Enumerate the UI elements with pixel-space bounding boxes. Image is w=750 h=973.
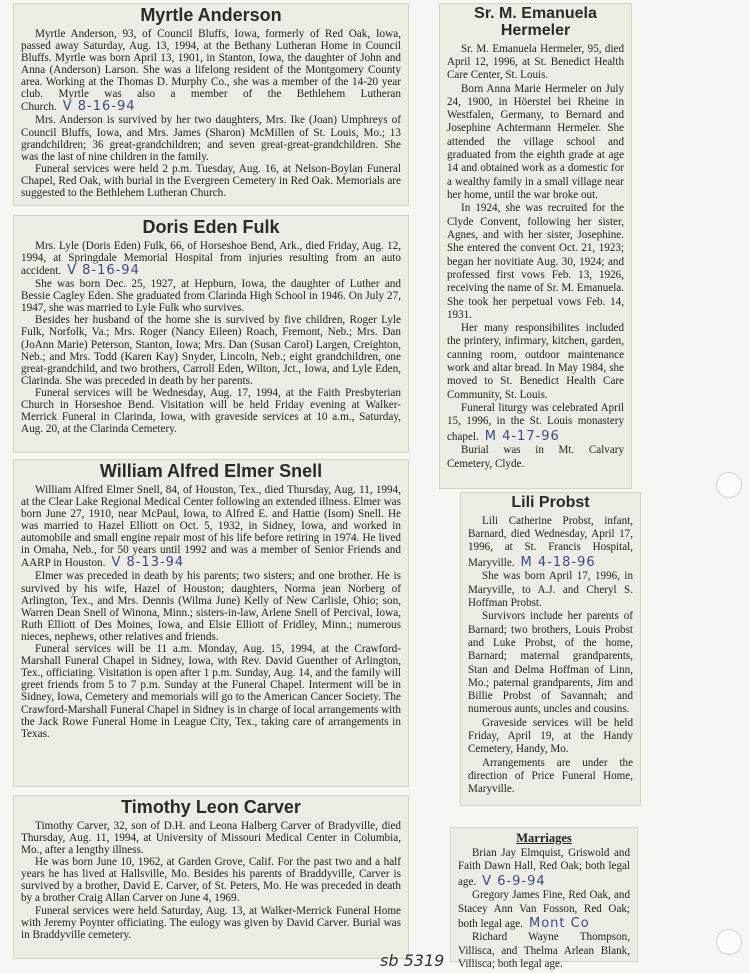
obituary-emanuela-hermeler [439, 3, 632, 489]
binder-hole [716, 472, 742, 498]
obituary-paragraph: Sr. M. Emanuela Hermeler, 95, died April 12, 1996, at St. Benedict Health Care Center, St. Louis. [447, 42, 624, 82]
marriages-notice [450, 827, 638, 971]
marriage-entry: Brian Jay Elmquist, Griswold and Faith Dawn Hall, Red Oak; both legal age. V 6-9-94 [458, 847, 630, 889]
obituary-paragraph: He was born June 10, 1962, at Garden Grove, Calif. For the past two and a half years he has lived at Hallsville, Mo. Besides his parents of Braddyville, Carver is survived by a brother, David E. Carver, of St. Peters, Mo. He was preceded in death by a brother Craig Allan Carver on June 4, 1969. [21, 856, 401, 905]
handwritten-date-note: V 8-16-94 [62, 99, 136, 115]
obituary-paragraph: In 1924, she was recruited for the Clyde Convent, following her sister, Agnes, and with her sister, Josephine. She entered the convent Oct. 21, 1923; began her novitiate Aug. 30, 1924; and professed first vows Feb. 13, 1926, receiving the name of Sr. M. Emanuela. She took her perpetual vows Feb. 14, 1931. [447, 202, 624, 321]
obituary-paragraph: Born Anna Marie Hermeler on July 24, 1900, in Höerstel bei Rheine in Westfalen, Germany, to Bernard and Josephine Achtermann Hermeler. She attended the village school and graduated from the eighth grade at age 14 and obtained work as a domestic for a wealthy family in a small village near her home, until the war broke out. [447, 82, 624, 202]
obituary-lili-probst [460, 492, 641, 806]
obituary-paragraph: She was born Dec. 25, 1927, at Hepburn, Iowa, the daughter of Luther and Bessie Cagley Eden. She graduated from Clarinda High School in 1946. On July 27, 1947, she was married to Lyle Fulk who survives. [21, 278, 401, 315]
obituary-title: Doris Eden Fulk [142, 217, 280, 237]
handwritten-date-note: V 8-13-94 [111, 555, 185, 571]
obituary-timothy-carver [13, 795, 409, 959]
title-line: Sr. M. Emanuela [474, 5, 597, 22]
obituary-paragraph: Burial was in Mt. Calvary Cemetery, Clyde. [447, 444, 624, 470]
obituary-paragraph: Her many responsibilites included the printery, infirmary, kitchen, garden, canning room, outdoor maintenance work and altar bread. In May 1984, she moved to St. Benedict Health Care Community, St. Louis. [447, 322, 624, 401]
obituary-paragraph: Funeral services will be 11 a.m. Monday, Aug. 15, 1994, at the Crawford-Marshall Funeral Chapel in Sidney, Iowa, with Rev. David Guenther of Arlington, Tex., officiating. Visitation is open after 1 p.m. Sunday, Aug. 14, and the family will greet friends from 5 to 7 p.m. Sunday at the Funeral Chapel. Interment will be in Sidney, Iowa, Cemetery and memorials will go to the American Cancer Society. The Crawford-Marshall Funeral Chapel in Sidney is in charge of local arrangements with the Jack Rowe Funeral Home in League City, Tex., taking care of arrangements in Texas. [21, 643, 401, 740]
obituary-paragraph: William Alfred Elmer Snell, 84, of Houston, Tex., died Thursday, Aug. 11, 1994, at the Clear Lake Regional Medical Center following an extended illness. Elmer was born June 27, 1910, near McPaul, Iowa, to Alfred E. and Hattie (Isom) Snell. He was married to Hazel Elliott on Oct. 5, 1932, in Sidney, Iowa, and worked in automobile and small engine repair most of his life before retiring in 1974. He lived in Omaha, Neb., for 50 years until 1992 and was a member of Senior Friends and AARP in Houston. V 8-13-94 [21, 483, 401, 571]
obituary-doris-eden-fulk [13, 215, 409, 453]
obituary-paragraph: Survivors include her parents of Barnard; two brothers, Louis Probst and Luke Probst, of the home, Barnard; maternal grandparents, Stan and Delma Hoffman of Linn, Mo.; paternal grandparents, Jim and Billie Probst of Savannah; and numerous aunts, uncles and cousins. [468, 610, 633, 716]
obituary-paragraph: Funeral services will be Wednesday, Aug. 17, 1994, at the Faith Presbyterian Church in Horseshoe Bend. Visitation will be held Friday evening at Walker-Merrick Funeral in Clarinda, Iowa, with graveside services at 10 a.m., Saturday, Aug. 20, at the Clarinda Cemetery. [21, 386, 401, 436]
obituary-paragraph: Besides her husband of the home she is survived by five children, Roger Lyle Fulk, Norfolk, Va.; Mrs. Roger (Nancy Eileen) Roach, Fremont, Neb.; Mrs. Dan (JoAnn Marie) Peterson, Stanton, Iowa; Mrs. Dan (Susan Carol) Largen, Creighton, Neb.; and Mrs. Todd (Karen Kay) Snyder, Lincoln, Neb.; eight grandchildren, one great-grandchild, and two brothers, Carroll Eden, Wilton, Jct., Iowa, and Lyle Eden, Clarinda. She was preceded in death by her parents. [21, 314, 401, 387]
obituary-paragraph: Mrs. Anderson is survived by her two daughters, Mrs. Ike (Joan) Umphreys of Council Bluffs, Iowa, and Mrs. James (Sharon) McMillen of St. Louis, Mo.; 13 grandchildren; 36 great-grandchildren; and seven great-great-grandchildren. She was the last of nine children in the family. [21, 114, 401, 163]
obituary-paragraph: Lili Catherine Probst, infant, Barnard, died Wednesday, April 17, 1996, at St. Francis Hospital, Maryville. M 4-18-96 [468, 514, 633, 570]
obituary-paragraph: Funeral services were held 2 p.m. Tuesday, Aug. 16, at Nelson-Boylan Funeral Chapel, Red Oak, with burial in the Evergreen Cemetery in Red Oak. Memorials are suggested to the Bethlehem Lutheran Church. [21, 162, 401, 200]
handwritten-note: Mont Co [529, 915, 590, 931]
obituary-paragraph: Elmer was preceded in death by his parents; two sisters; and one brother. He is survived by his wife, Hazel of Houston; daughters, Norma jean Norberg of Arlington, Tex., and Mrs. Dennis (Wilma June) Kelly of New Carlisle, Ohio; son, Warren Dean Snell of Winona, Minn.; sisters-in-law, Arlene Snell of Percival, Iowa, Ruth Elliott of Des Moines, Iowa, and Elsie Elliott of Fridley, Minn.; numerous nieces, nephews, other relatives and friends. [21, 570, 401, 643]
obituary-paragraph: She was born April 17, 1996, in Maryville, to A.J. and Cheryl S. Hoffman Probst. [468, 570, 633, 609]
obituary-paragraph: Graveside services will be held Friday, April 19, at the Handy Cemetery, Handy, Mo. [468, 716, 633, 756]
marriages-title: Marriages [516, 831, 572, 845]
obituary-title: Myrtle Anderson [140, 5, 282, 25]
page-code: sb 5319 [380, 951, 445, 970]
title-line: Hermeler [500, 21, 571, 39]
handwritten-date-note: V 8-16-94 [67, 263, 140, 279]
obituary-paragraph: Funeral liturgy was celebrated April 15, 1996, in the St. Louis monastery chapel. M 4-17-96 [447, 402, 624, 444]
obituary-title: William Alfred Elmer Snell [99, 461, 323, 481]
marriage-entry: Richard Wayne Thompson, Villisca, and Thelma Arlean Blank, Villisca; both legal age. [458, 931, 630, 971]
handwritten-date-note: M 4-17-96 [484, 428, 560, 444]
obituary-paragraph: Mrs. Lyle (Doris Eden) Fulk, 66, of Horseshoe Bend, Ark., died Friday, Aug. 12, 1994, at Springdale Memorial Hospital from injuries resulting from an auto accident. V 8-16-94 [21, 239, 401, 279]
obituary-paragraph: Arrangements are under the direction of Price Funeral Home, Maryville. [468, 756, 633, 796]
obituary-paragraph: Timothy Carver, 32, son of D.H. and Leona Halberg Carver of Bradyville, died Thursday, Aug. 11, 1994, at University of Missouri Medical Center in Columbia, Mo., after a lengthy illness. [21, 819, 401, 857]
marriage-entry: Gregory James Fine, Red Oak, and Stacey Ann Van Fosson, Red Oak; both legal age. Mont Co [458, 889, 630, 931]
obituary-myrtle-anderson [13, 3, 409, 206]
handwritten-date-note: V 6-9-94 [482, 873, 546, 889]
obituary-paragraph: Myrtle Anderson, 93, of Council Bluffs, Iowa, formerly of Red Oak, Iowa, passed away Saturday, Aug. 13, 1994, at the Bethany Lutheran Home in Council Bluffs. Myrtle was born April 13, 1901, in Stanton, Iowa, the daughter of John and Anna (Anderson) Larson. She was a lifelong resident of the Montgomery County area. Working at the Thomas D. Murphy Co., she was a member of the 14-20 year club. Myrtle was also a member of the Bethlehem Lutheran Church. V 8-16-94 [21, 27, 401, 115]
binder-hole [716, 929, 742, 955]
obituary-title: Timothy Leon Carver [121, 797, 301, 817]
obituary-title [447, 6, 624, 40]
obituary-paragraph: Funeral services were held Saturday, Aug. 13, at Walker-Merrick Funeral Home with Jeremy Poynter officiating. The eulogy was given by David Carver. Burial was in Braddyville cemetery. [21, 904, 401, 941]
handwritten-date-note: M 4-18-96 [520, 554, 596, 570]
obituary-title: Lili Probst [511, 494, 590, 511]
obituary-william-snell [13, 459, 409, 787]
